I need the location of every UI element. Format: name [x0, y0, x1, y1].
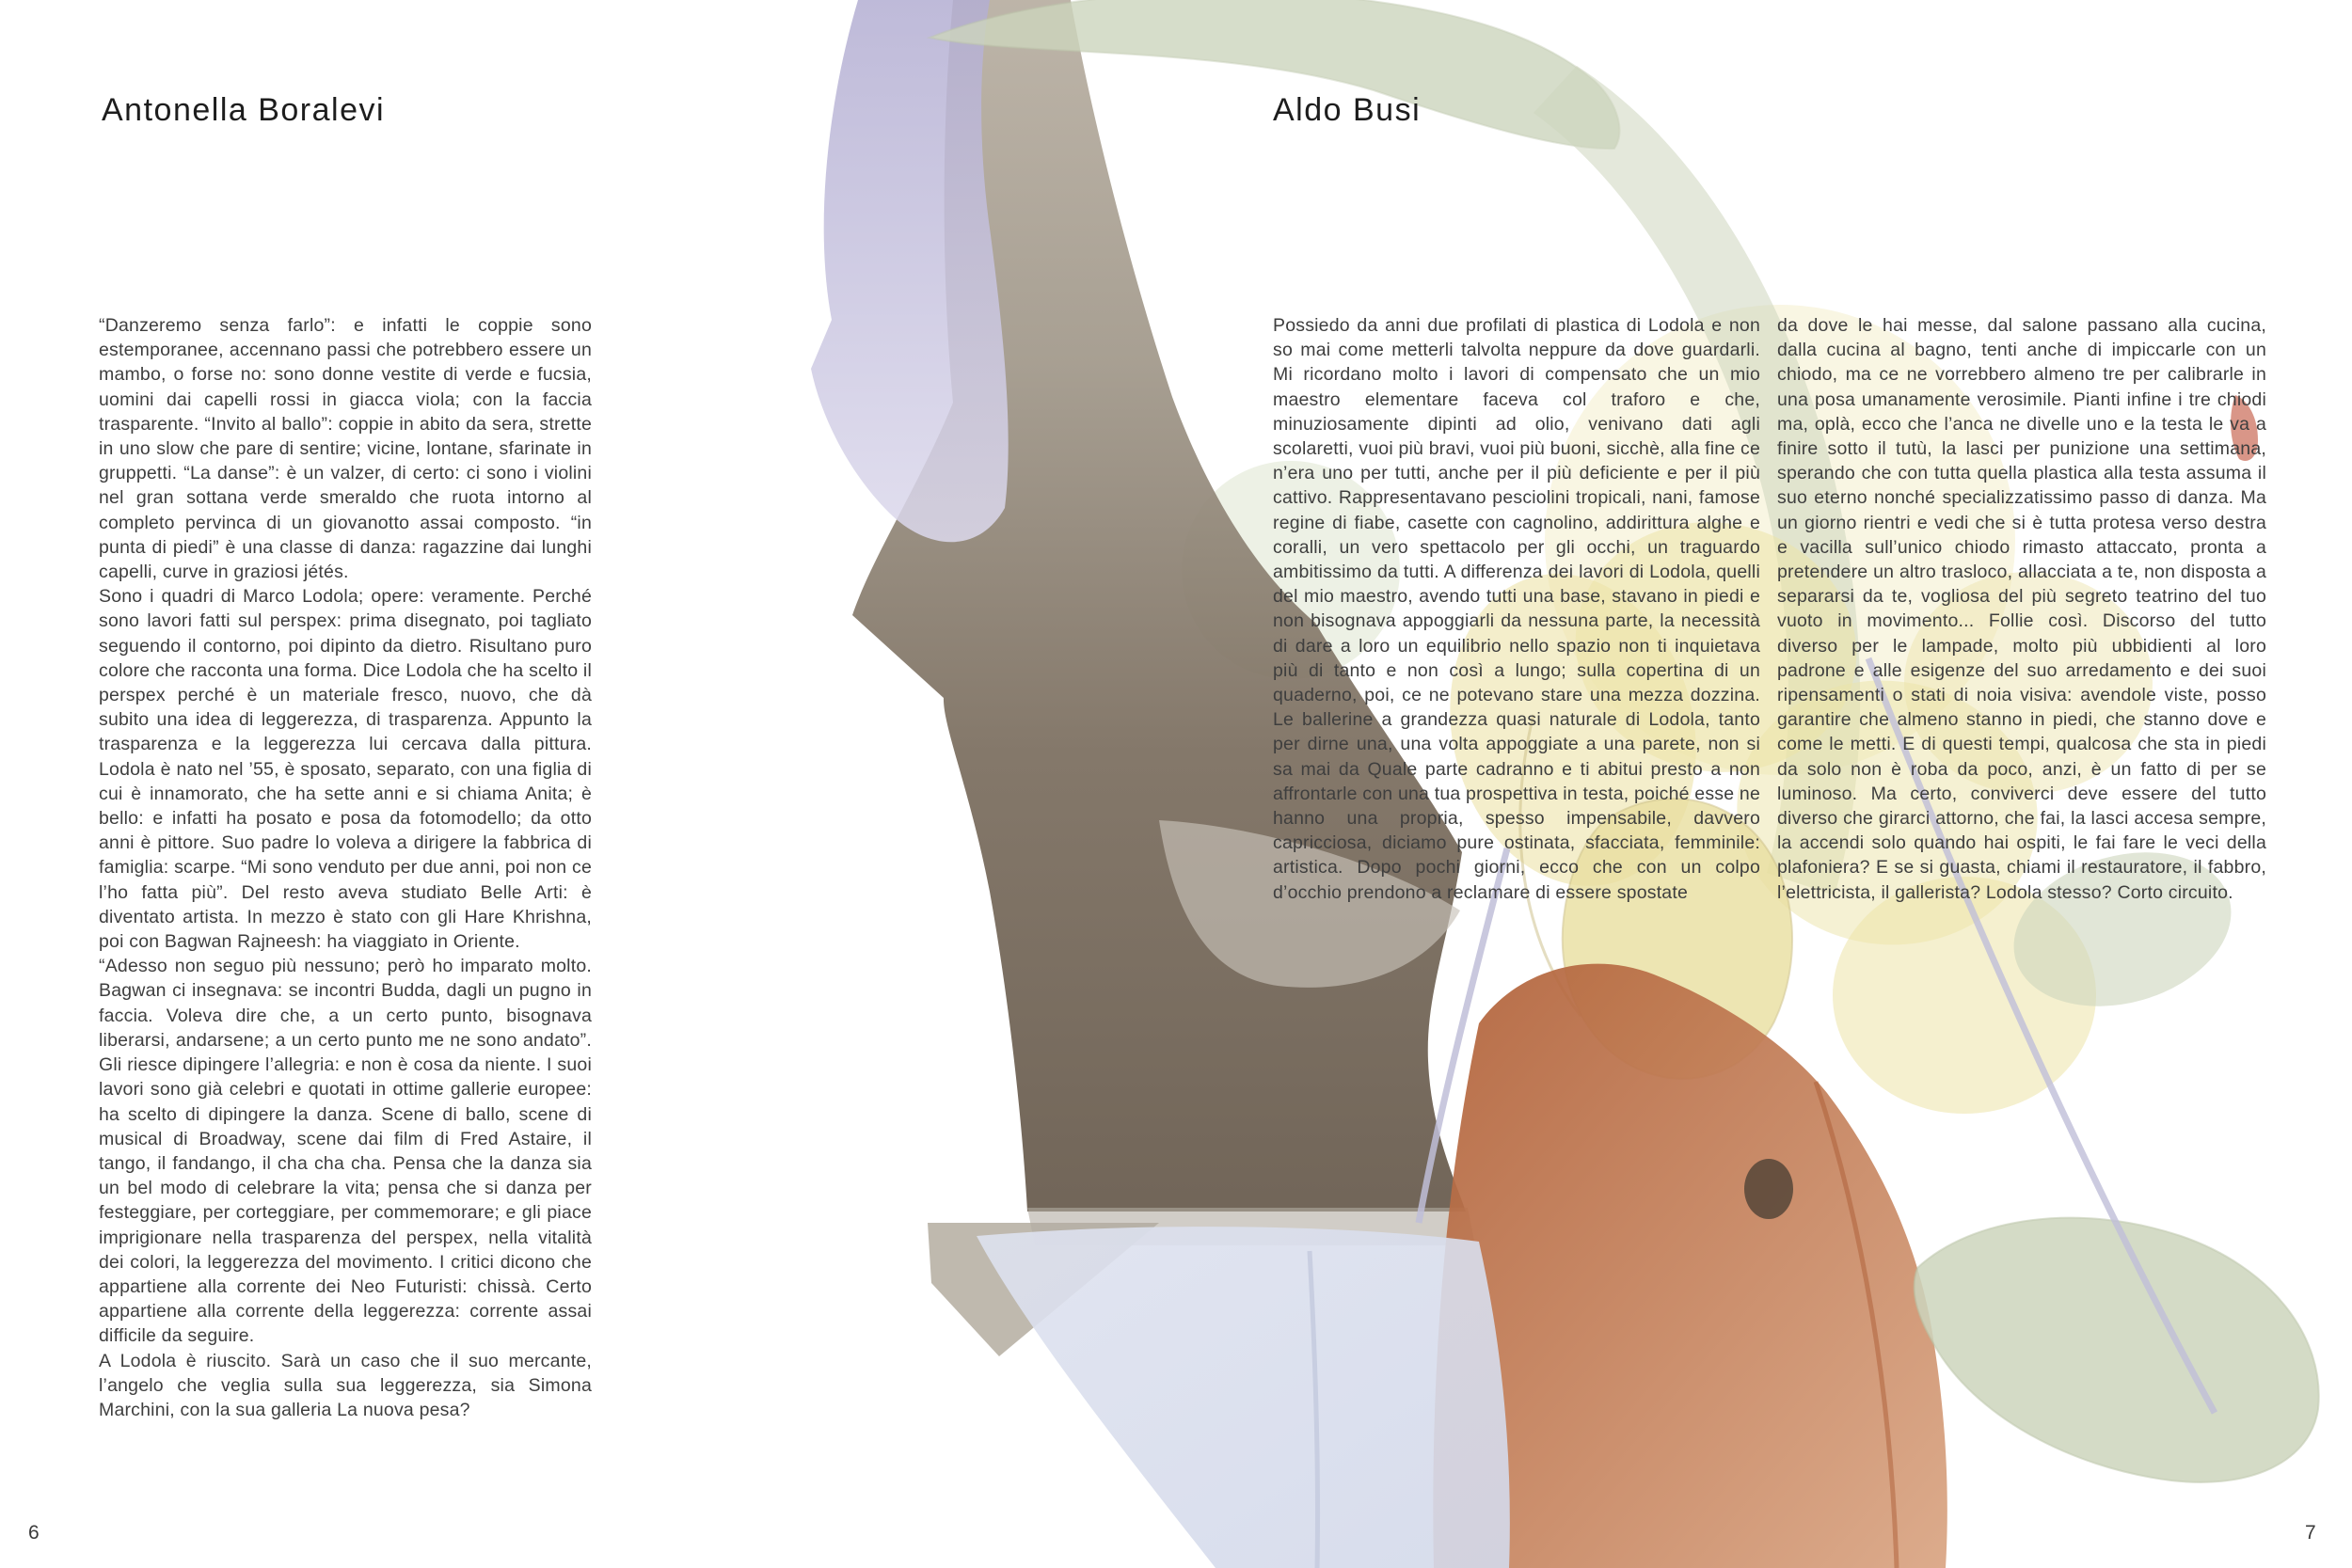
leaf-bottom-right-shape	[1915, 1218, 2319, 1482]
right-page-heading: Aldo Busi	[1273, 92, 1422, 128]
vase-leaf-joint-shape	[1744, 1159, 1793, 1219]
left-column-text	[99, 313, 592, 1422]
paragraph: “Adesso non seguo più nessuno; però ho imparato molto. Bagwan ci insegnava: se incontri Budda, dagli un pugno in faccia. Voleva dire che, a un certo punto, bisognava liberarsi, andarsene; a un certo punto me ne sono andato”. Gli riesce dipingere l’allegria: e non è cosa da niente. I suoi lavori sono già celebri e quotati in ottime gallerie europee: ha scelto di dipingere la danza. Scene di ballo, scene di musical di Broadway, scene dai film di Fred Astaire, il tango, il fandango, il cha cha cha. Pensa che la danza sia un bel modo di celebrare la vita; pensa che si danza per festeggiare, per corteggiare, per commemorare; e gli piace imprigionare nella trasparenza del perspex, nella vitalità dei colori, la leggerezza del movimento. I critici dicono che appartiene alla corrente dei Neo Futuristi: chissà. Certo appartiene alla corrente della leggerezza: corrente assai difficile da seguire.	[99, 956, 592, 1347]
paragraph: Sono i quadri di Marco Lodola; opere: veramente. Perché sono lavori fatti sul perspex: prima disegnato, poi tagliato seguendo il contorno, poi dipinto da dietro. Risultano puro colore che racconta una forma. Dice Lodola che ha scelto il perspex perché è un materiale fresco, nuovo, che dà subito una idea di leggerezza, di trasparenza. Appunto la trasparenza e la leggerezza lui cercava dalla pittura. Lodola è nato nel ’55, è sposato, separato, con una figlia di cui è innamorato, che ha sette anni e si chiama Anita; è bello: e infatti ha posato e posa da fotomodello; da otto anni è pittore. Suo padre lo voleva a dirigere la fabbrica di famiglia: scarpe. “Mi sono venduto per due anni, poi non ce l’ho fatta più”. Del resto aveva studiato Belle Arti: è diventato artista. In mezzo è stato con gli Hare Khrishna, poi con Bagwan Rajneesh: ha viaggiato in Oriente.	[99, 586, 592, 953]
right-column-1: Possiedo da anni due profilati di plastica di Lodola e non so mai come metterli talvolta neppure da dove guardarli. Mi ricordano molto i lavori di compensato che un mio maestro elementare faceva col traforo e che, minuziosamente dipinti ad olio, venivano dati agli scolaretti, vuoi più bravi, vuoi più buoni, sicchè, alla fine ce n’era uno per tutti, anche per il più deficiente e per il più cattivo. Rappresentavano pesciolini tropicali, nani, famose regine di fiabe, casette con cagnolino, addirittura alghe e coralli, un vero spettacolo per gli occhi, un traguardo ambitissimo da tutti. A differenza dei lavori di Lodola, quelli del mio maestro, avendo tutti una base, stavano in piedi e non bisognava appoggiarli da nessuna parte, la necessità di dare a loro un equilibrio nello spazio non ti inquietava più di tanto e non così a lungo; sulla copertina di un quaderno, poi, ce ne potevano stare una mezza dozzina. Le ballerine a grandezza quasi naturale di Lodola, tanto per dirne una, una volta appoggiate a una parete, non si sa mai da Quale parte cadranno e ti abitui presto a non affrontarle con una tua prospettiva in testa, poiché esse ne hanno una propria, spesso impensabile, davvero capricciosa, diciamo pure ostinata, sfacciata, femminile: artistica. Dopo pochi giorni, ecco che con un colpo d’occhio prendono a reclamare di essere spostate	[1273, 315, 1760, 903]
page-number-left: 6	[28, 1522, 40, 1544]
left-page-heading: Antonella Boralevi	[102, 92, 386, 128]
page-number-right: 7	[2305, 1522, 2316, 1544]
paragraph: “Danzeremo senza farlo”: e infatti le coppie sono estemporanee, accennano passi che potrebbero essere un mambo, o forse no: sono donne vestite di verde e fucsia, uomini dai capelli rossi in giacca viola; con la faccia trasparente. “Invito al ballo”: coppie in abito da sera, strette in uno slow che pare di sentire; vicine, lontane, sfarinate in gruppetti. “La danse”: è un valzer, di certo: ci sono i violini nel gran sottana verde smeraldo che ruota intorno al completo pervinca di un giovanotto assai composto. “in punta di piedi” è una classe di danza: ragazzine dai lunghi capelli, curve in graziosi jétés.	[99, 315, 592, 583]
right-column-2: da dove le hai messe, dal salone passano alla cucina, dalla cucina al bagno, tenti anche di impiccarle con un chiodo, ma ce ne vorrebbero almeno tre per calibrarle in una posa umanamente verosimile. Pianti infine i tre chiodi ma, oplà, ecco che l’anca ne divelle uno e la testa le va a finire sotto il tutù, la lasci per punizione una settimana, sperando che con tutta quella plastica alla testa assuma il suo eterno nonché specializzatissimo passo di danza. Ma un giorno rientri e vedi che si è tutta protesa verso destra e vacilla sull’unico chiodo rimasto attaccato, pronta a pretendere un altro trasloco, allacciata a te, non disposta a separarsi da te, vogliosa del più segreto teatrino del tuo vuoto in movimento... Follie così. Discorso del tutto diverso per le lampade, molto più ubbidienti al loro padrone e alle esigenze del suo arredamento e dei suoi ripensamenti o stati di noia visiva: avendole viste, posso garantire che almeno stanno in piedi, che stanno dove e come le metti. E di questi tempi, qualcosa che sta in piedi da solo non è roba da poco, anzi, è un fatto di per se luminoso. Ma certo, conviverci deve essere del tutto diverso che girarci attorno, che fai, la lasci accesa sempre, la accendi solo quando hai ospiti, le fai fare le veci della plafoniera? E se si guasta, chiami il restauratore, il fabbro, l’elettricista, il gallerista? Lodola stesso? Corto circuito.	[1777, 315, 2266, 903]
lavender-sleeve-shape	[811, 0, 1009, 542]
skirt-shape	[977, 1227, 1510, 1568]
paragraph: A Lodola è riuscito. Sarà un caso che il suo mercante, l’angelo che veglia sulla sua leggerezza, sia Simona Marchini, con la sua galleria La nuova pesa?	[99, 1350, 592, 1420]
